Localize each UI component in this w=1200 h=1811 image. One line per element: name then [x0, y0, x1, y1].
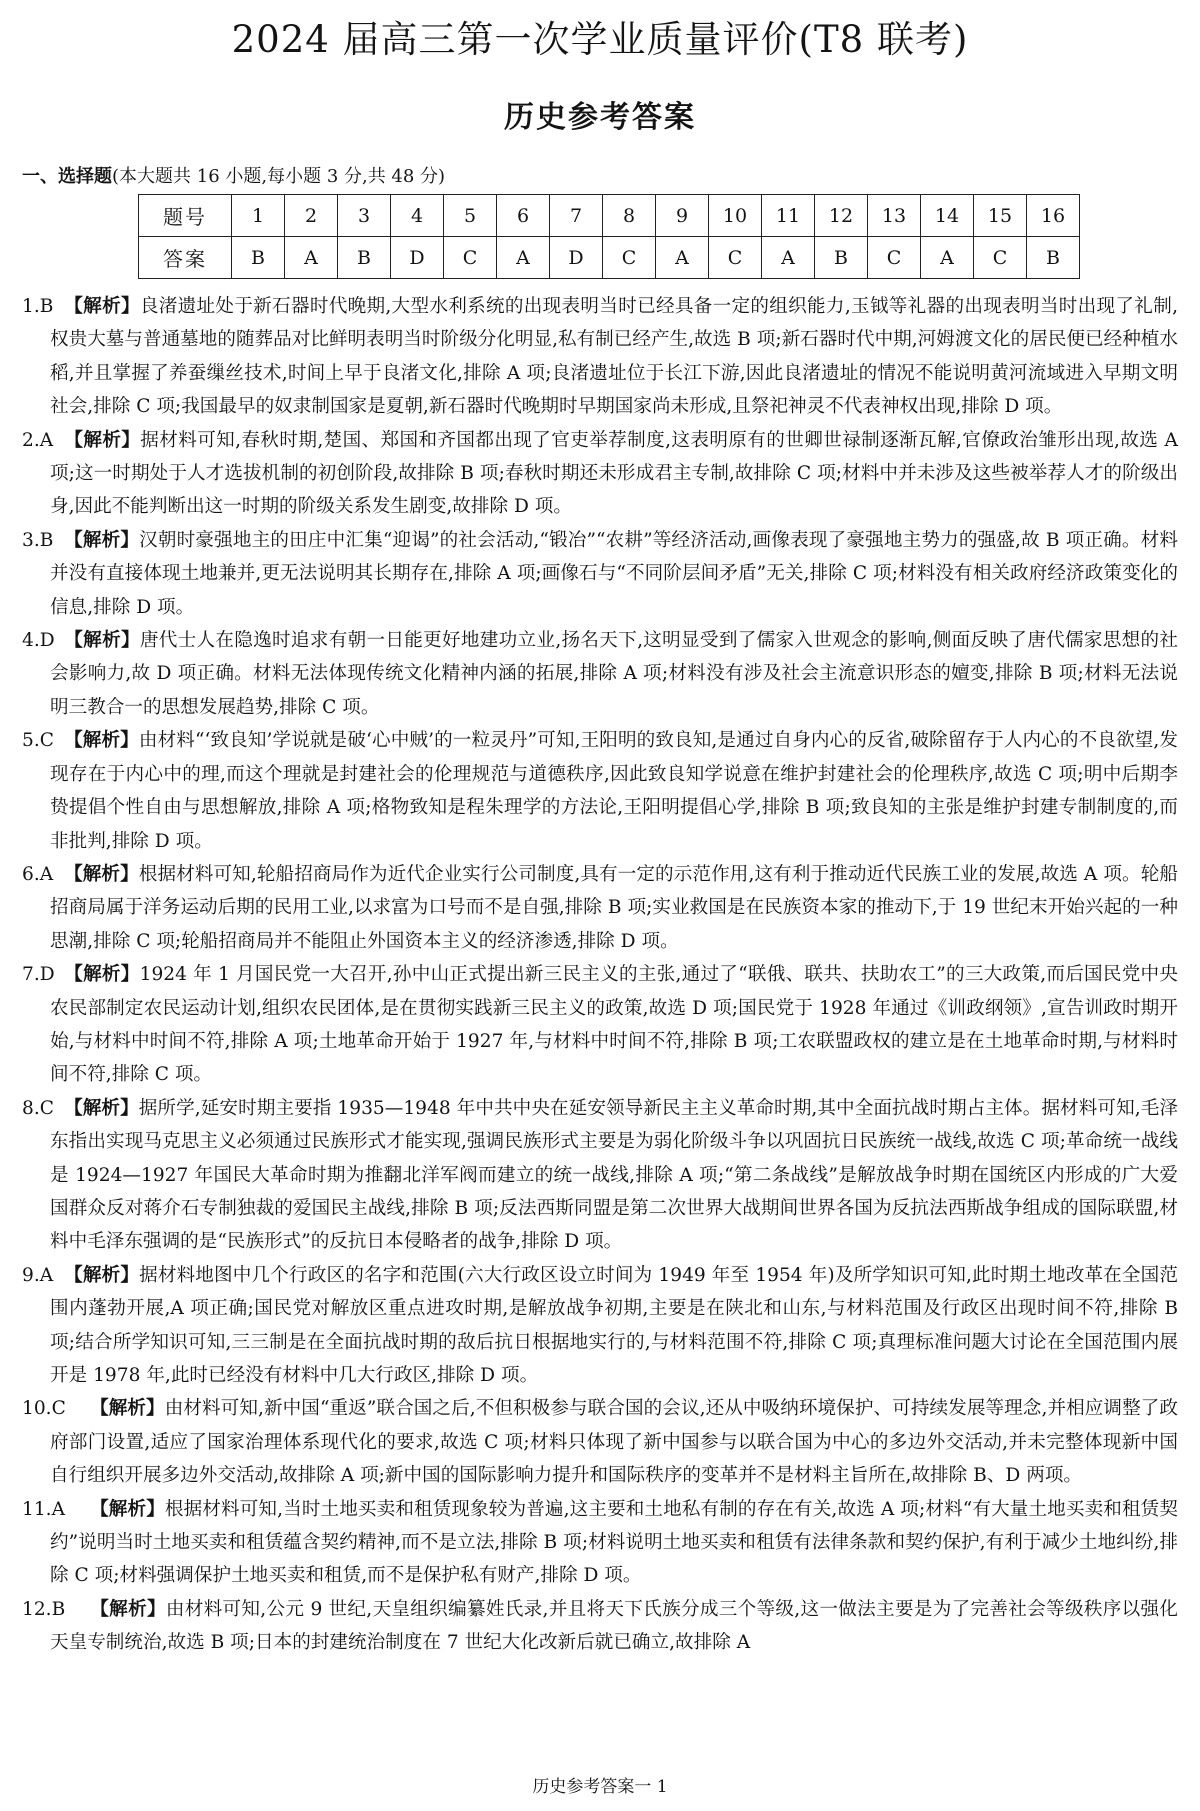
- question-number-cell: 1: [232, 195, 285, 237]
- explanation-list: [22, 290, 1178, 1660]
- answer-cell: D: [391, 237, 444, 279]
- answer-cell: A: [762, 237, 815, 279]
- analysis-tag: 【解析】: [64, 630, 140, 652]
- question-number-cell: 4: [391, 195, 444, 237]
- answer-letter: C: [39, 730, 54, 752]
- question-number-cell: 6: [497, 195, 550, 237]
- question-number: 1.: [22, 296, 40, 317]
- explanation-item: [22, 724, 1178, 858]
- explanation-item: [22, 524, 1178, 624]
- answer-row: [139, 237, 1080, 279]
- answer-cell: B: [815, 237, 868, 279]
- answer-letter: D: [39, 630, 55, 652]
- question-number-cell: 15: [974, 195, 1027, 237]
- question-number: 11.: [22, 1498, 52, 1520]
- question-number-cell: 9: [656, 195, 709, 237]
- question-number-cell: 2: [285, 195, 338, 237]
- explanation-text: 汉朝时豪强地主的田庄中汇集“迎谒”的社会活动,“锻冶”“农耕”等经济活动,画像表现了豪强地主势力的强盛,故 B 项正确。材料并没有直接体现土地兼并,更无法说明其长期存在,排除 A 项;画像石与“不同阶层间矛盾”无关,排除 C 项;材料没有相关政府经济政策变化的信息,排除 D 项。: [50, 529, 1178, 618]
- explanation-text: 由材料可知,公元 9 世纪,天皇组织编纂姓氏录,并且将天下氏族分成三个等级,这一做法主要是为了完善社会等级秩序以强化天皇专制统治,故选 B 项;日本的封建统治制度在 7 世纪大化改新后就已确立,故排除 A: [50, 1598, 1178, 1654]
- explanation-answer: [22, 1092, 64, 1125]
- explanation-text: 根据材料可知,当时土地买卖和租赁现象较为普遍,这主要和土地私有制的存在有关,故选 A 项;材料“有大量土地买卖和租赁契约”说明当时土地买卖和租赁蕴含契约精神,而不是立法,排除 B 项;材料说明土地买卖和租赁有法律条款和契约保护,有利于减少土地纠纷,排除 C 项;材料强调保护土地买卖和租赁,而不是保护私有财产,排除 D 项。: [50, 1498, 1178, 1587]
- explanation-item: [22, 624, 1178, 724]
- explanation-answer: [22, 1392, 90, 1425]
- answer-letter: A: [51, 1498, 66, 1520]
- question-number-cell: 10: [709, 195, 762, 237]
- answer-letter: B: [39, 529, 54, 551]
- explanation-answer: [22, 1259, 64, 1292]
- analysis-tag: 【解析】: [64, 529, 140, 551]
- explanation-item: [22, 1259, 1178, 1393]
- explanation-item: [22, 1593, 1178, 1660]
- answer-cell: D: [550, 237, 603, 279]
- analysis-tag: 【解析】: [64, 1097, 139, 1119]
- question-number-cell: 7: [550, 195, 603, 237]
- explanation-text: 良渚遗址处于新石器时代晚期,大型水利系统的出现表明当时已经具备一定的组织能力,玉钺等礼器的出现表明当时出现了礼制,权贵大墓与普通墓地的随葬品对比鲜明表明当时阶级分化明显,私有制已经产生,故选 B 项;新石器时代中期,河姆渡文化的居民便已经种植水稻,并且掌握了养蚕缫丝技术,时间上早于良渚文化,排除 A 项;良渚遗址位于长江下游,因此良渚遗址的情况不能说明黄河流域进入早期文明社会,排除 C 项;我国最早的奴隶制国家是夏朝,新石器时代晚期时早期国家尚未形成,且祭祀神灵不代表神权出现,排除 D 项。: [50, 296, 1178, 418]
- page-footer: 历史参考答案一 1: [532, 1777, 668, 1797]
- explanation-text: 由材料可知,新中国“重返”联合国之后,不但积极参与联合国的会议,还从中吸纳环境保护、可持续发展等理念,并相应调整了政府部门设置,适应了国家治理体系现代化的要求,故选 C 项;材料只体现了新中国参与以联合国为中心的多边外交活动,并未完整体现新中国自行组织开展多边外交活动,故排除 A 项;新中国的国际影响力提升和国际秩序的变革并不是材料主旨所在,故排除 B、D 两项。: [50, 1398, 1178, 1487]
- question-number-cell: 12: [815, 195, 868, 237]
- answer-cell: C: [974, 237, 1027, 279]
- answer-header: 答案: [139, 237, 232, 279]
- question-number-row: [139, 195, 1080, 237]
- analysis-tag: 【解析】: [64, 429, 141, 451]
- subject-subtitle: 历史参考答案: [504, 100, 696, 135]
- question-number: 4.: [22, 630, 40, 652]
- explanation-item: [22, 958, 1178, 1092]
- answer-cell: C: [603, 237, 656, 279]
- explanation-answer: [22, 958, 64, 991]
- question-number-cell: 8: [603, 195, 656, 237]
- answer-cell: A: [497, 237, 550, 279]
- answer-cell: C: [709, 237, 762, 279]
- question-number-cell: 16: [1027, 195, 1080, 237]
- explanation-text: 据材料地图中几个行政区的名字和范围(六大行政区设立时间为 1949 年至 1954 年)及所学知识可知,此时期土地改革在全国范围内蓬勃开展,A 项正确;国民党对解放区重点进攻时期,是解放战争初期,主要是在陕北和山东,与材料范围及行政区出现时间不符,排除 B 项;结合所学知识可知,三三制是在全面抗战时期的敌后抗日根据地实行的,与材料范围不符,排除 C 项;真理标准问题大讨论在全国范围内展开是 1978 年,此时已经没有材料中几大行政区,排除 D 项。: [50, 1264, 1178, 1386]
- analysis-tag: 【解析】: [64, 863, 139, 885]
- answer-letter: A: [39, 1264, 54, 1286]
- question-number-cell: 11: [762, 195, 815, 237]
- explanation-text: 由材料“‘致良知’学说就是破‘心中贼’的一粒灵丹”可知,王阳明的致良知,是通过自身内心的反省,破除留存于人内心的不良欲望,发现存在于内心中的理,而这个理就是封建社会的伦理规范与道德秩序,因此致良知学说意在维护封建社会的伦理秩序,故选 C 项;明中后期李贽提倡个性自由与思想解放,排除 A 项;格物致知是程朱理学的方法论,王阳明提倡心学,排除 B 项;致良知的主张是维护封建专制制度的,而非批判,排除 D 项。: [50, 730, 1178, 852]
- explanation-text: 唐代士人在隐逸时追求有朝一日能更好地建功立业,扬名天下,这明显受到了儒家入世观念的影响,侧面反映了唐代儒家思想的社会影响力,故 D 项正确。材料无法体现传统文化精神内涵的拓展,排除 A 项;材料没有涉及社会主流意识形态的嬗变,排除 B 项;材料无法说明三教合一的思想发展趋势,排除 C 项。: [50, 630, 1178, 718]
- question-number: 10.: [22, 1398, 52, 1420]
- exam-title: 2024 届高三第一次学业质量评价(T8 联考): [231, 18, 969, 61]
- analysis-tag: 【解析】: [90, 1498, 165, 1520]
- explanation-text: 根据材料可知,轮船招商局作为近代企业实行公司制度,具有一定的示范作用,这有利于推动近代民族工业的发展,故选 A 项。轮船招商局属于洋务运动后期的民用工业,以求富为口号而不是自强,排除 B 项;实业救国是在民族资本家的推动下,于 19 世纪末开始兴起的一种思潮,排除 C 项;轮船招商局并不能阻止外国资本主义的经济渗透,排除 D 项。: [50, 863, 1178, 952]
- question-number-cell: 5: [444, 195, 497, 237]
- question-number: 5.: [22, 730, 40, 752]
- analysis-tag: 【解析】: [64, 964, 140, 986]
- explanation-answer: [22, 424, 64, 457]
- explanation-item: [22, 1392, 1178, 1492]
- answer-cell: C: [444, 237, 497, 279]
- explanation-item: [22, 1092, 1178, 1259]
- section-note: (本大题共 16 小题,每小题 3 分,共 48 分): [112, 166, 446, 187]
- answer-cell: A: [921, 237, 974, 279]
- section-heading: [22, 164, 445, 190]
- question-number: 12.: [22, 1598, 52, 1620]
- analysis-tag: 【解析】: [64, 296, 140, 317]
- answer-letter: B: [39, 296, 54, 317]
- question-number: 6.: [22, 863, 40, 885]
- explanation-answer: [22, 1493, 90, 1526]
- question-number: 8.: [22, 1097, 40, 1119]
- question-number-cell: 14: [921, 195, 974, 237]
- question-number: 2.: [22, 429, 40, 451]
- answer-cell: A: [656, 237, 709, 279]
- explanation-answer: [22, 524, 64, 557]
- section-label: 一、选择题: [22, 166, 112, 187]
- analysis-tag: 【解析】: [64, 1264, 140, 1286]
- answer-cell: B: [338, 237, 391, 279]
- answer-letter: C: [39, 1097, 54, 1119]
- analysis-tag: 【解析】: [90, 1398, 165, 1420]
- explanation-answer: [22, 1593, 90, 1626]
- question-number: 7.: [22, 964, 40, 986]
- explanation-answer: [22, 624, 64, 657]
- explanation-text: 据材料可知,春秋时期,楚国、郑国和齐国都出现了官吏举荐制度,这表明原有的世卿世禄制逐渐瓦解,官僚政治雏形出现,故选 A 项;这一时期处于人才选拔机制的初创阶段,故排除 B 项;春秋时期还未形成君主专制,故排除 C 项;材料中并未涉及这些被举荐人才的阶级出身,因此不能判断出这一时期的阶级关系发生剧变,故排除 D 项。: [50, 429, 1178, 518]
- explanation-item: [22, 290, 1178, 424]
- answer-cell: A: [285, 237, 338, 279]
- explanation-answer: [22, 290, 64, 323]
- question-number-cell: 13: [868, 195, 921, 237]
- answer-letter: A: [39, 863, 54, 885]
- explanation-text: 1924 年 1 月国民党一大召开,孙中山正式提出新三民主义的主张,通过了“联俄、联共、扶助农工”的三大政策,而后国民党中央农民部制定农民运动计划,组织农民团体,是在贯彻实践新三民主义的政策,故选 D 项;国民党于 1928 年通过《训政纲领》,宣告训政时期开始,与材料中时间不符,排除 A 项;土地革命开始于 1927 年,与材料中时间不符,排除 B 项;工农联盟政权的建立是在土地革命时期,与材料时间不符,排除 C 项。: [50, 964, 1178, 1086]
- answer-letter: C: [51, 1398, 66, 1420]
- explanation-item: [22, 858, 1178, 958]
- question-number-header: 题号: [139, 195, 232, 237]
- question-number: 3.: [22, 529, 40, 551]
- explanation-item: [22, 424, 1178, 524]
- explanation-item: [22, 1493, 1178, 1593]
- explanation-text: 据所学,延安时期主要指 1935—1948 年中共中央在延安领导新民主主义革命时期,其中全面抗战时期占主体。据材料可知,毛泽东指出实现马克思主义必须通过民族形式才能实现,强调民族形式主要是为弱化阶级斗争以巩固抗日民族统一战线,故选 C 项;革命统一战线是 1924—1927 年国民大革命时期为推翻北洋军阀而建立的统一战线,排除 A 项;“第二条战线”是解放战争时期在国统区内形成的广大爱国群众反对蒋介石专制独裁的爱国民主战线,排除 B 项;反法西斯同盟是第二次世界大战期间世界各国为反抗法西斯战争组成的国际联盟,材料中毛泽东强调的是“民族形式”的反抗日本侵略者的战争,排除 D 项。: [50, 1097, 1178, 1253]
- answer-cell: C: [868, 237, 921, 279]
- explanation-answer: [22, 858, 64, 891]
- question-number: 9.: [22, 1264, 40, 1286]
- answer-cell: B: [1027, 237, 1080, 279]
- answer-letter: B: [51, 1598, 66, 1620]
- answer-cell: B: [232, 237, 285, 279]
- analysis-tag: 【解析】: [90, 1598, 166, 1620]
- answer-letter: D: [39, 964, 55, 986]
- analysis-tag: 【解析】: [64, 730, 139, 752]
- answer-table: [138, 194, 1080, 279]
- question-number-cell: 3: [338, 195, 391, 237]
- answer-letter: A: [39, 429, 54, 451]
- explanation-answer: [22, 724, 64, 757]
